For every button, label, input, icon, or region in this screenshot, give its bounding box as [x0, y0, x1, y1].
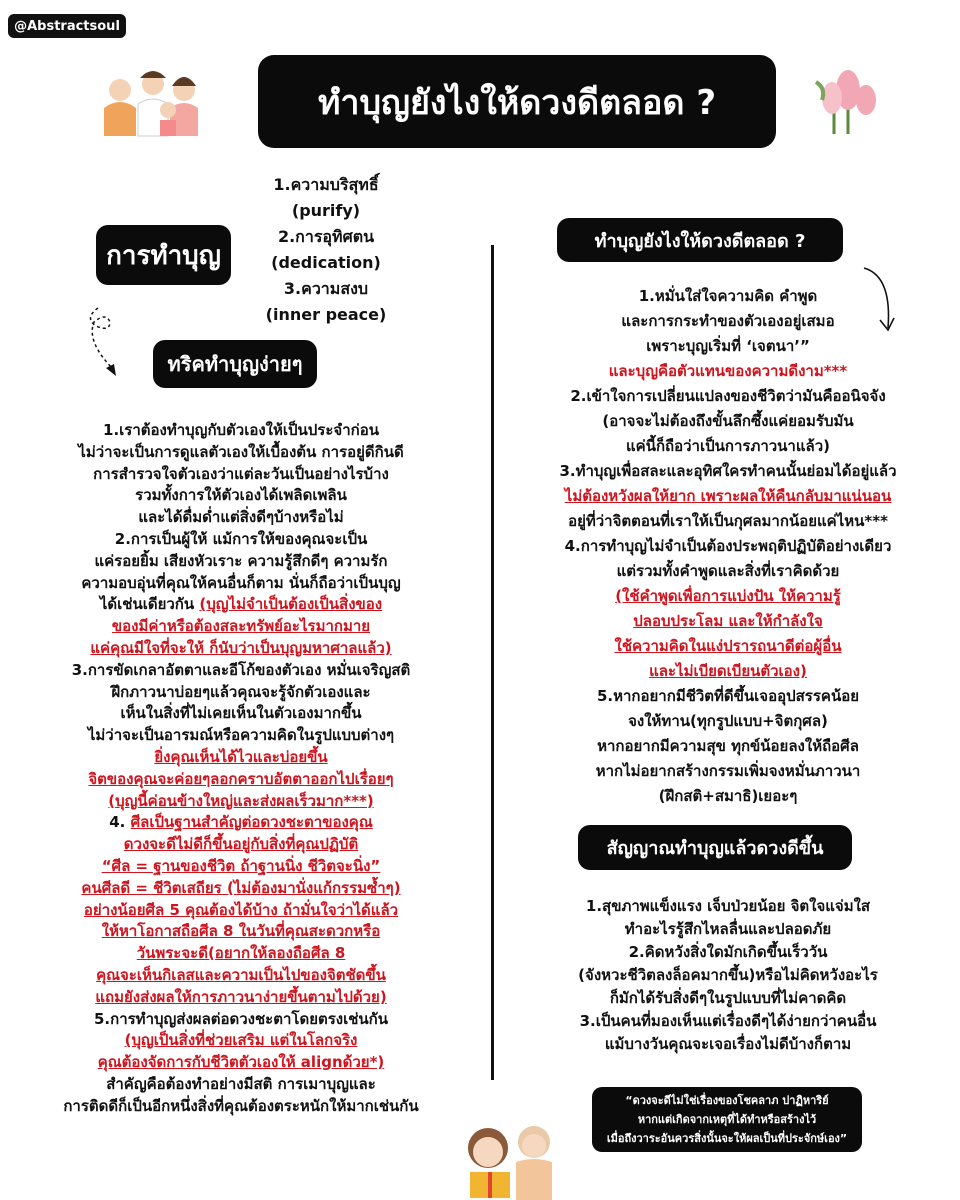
- body-text: 2.คิดหวังสิ่งใดมักเกิดขึ้นเร็ววัน: [628, 943, 828, 961]
- text-line: [496, 634, 960, 659]
- highlighted-text: ดวงจะดีไม่ดีก็ขึ้นอยู่กับสิ่งที่คุณปฏิบัติ: [123, 835, 359, 854]
- text-line: [0, 769, 482, 791]
- body-text: อยู่ที่ว่าจิตตอนที่เราให้เป็นกุศลมากน้อยแค่ไหน***: [568, 512, 888, 530]
- text-line: [496, 509, 960, 534]
- text-line: [0, 1052, 482, 1074]
- body-text: 5.การทำบุญส่งผลต่อดวงชะตาโดยตรงเช่นกัน: [93, 1009, 389, 1028]
- highlighted-text: (บุญนี้ค่อนข้างใหญ่และส่งผลเร็วมาก***): [108, 791, 374, 810]
- text-line: [0, 725, 482, 747]
- family-illustration-icon: [98, 68, 208, 140]
- body-text: (จังหวะชีวิตลงล็อคมากขึ้น)หรือไม่คิดหวังอะไร: [578, 966, 878, 984]
- text-line: [0, 856, 482, 878]
- text-line: [0, 1074, 482, 1096]
- text-line: [0, 529, 482, 551]
- body-text: แค่รอยยิ้ม เสียงหัวเราะ ความรู้สึกดีๆ ความรัก: [94, 551, 388, 570]
- text-line: [496, 309, 960, 334]
- quote-line-3: เมื่อถึงวาระอันควรสิ่งนั้นจะให้ผลเป็นที่ประจักษ์เอง”: [606, 1132, 848, 1145]
- text-line: [0, 682, 482, 704]
- text-line: [0, 1009, 482, 1031]
- quote-line-2: หากแต่เกิดจากเหตุที่ได้ทำหรือสร้างไว้: [637, 1113, 817, 1126]
- text-line: [496, 941, 960, 964]
- body-text: แม้บางวันคุณจะเจอเรื่องไม่ดีบ้างก็ตาม: [604, 1035, 852, 1053]
- body-text: 1.เราต้องทำบุญกับตัวเองให้เป็นประจำก่อน: [103, 421, 379, 439]
- body-text: เพราะบุญเริ่มที่ ‘เจตนา’”: [646, 337, 810, 355]
- body-text: ฝึกภาวนาบ่อยๆแล้วคุณจะรู้จักตัวเองและ: [111, 682, 371, 701]
- body-text: 3.เป็นคนที่มองเห็นแต่เรื่องดีๆได้ง่ายกว่าคนอื่น: [579, 1012, 877, 1030]
- highlighted-text: แค่คุณมีใจที่จะให้ ก็นับว่าเป็นบุญมหาศาลแล้ว): [90, 638, 392, 657]
- page-title: ทำบุญยังไงให้ดวงดีตลอด ?: [258, 55, 776, 148]
- text-line: [0, 1030, 482, 1052]
- highlighted-text: คนศีลดี = ชีวิตเสถียร (ไม่ต้องมานั่งแก้กรรมซ้ำๆ): [81, 878, 401, 897]
- closing-quote: [592, 1087, 862, 1152]
- body-text: รวมทั้งการให้ตัวเองได้เพลิดเพลิน: [135, 486, 347, 505]
- highlighted-text: ของมีค่าหรือต้องสละทรัพย์อะไรมากมาย: [111, 617, 371, 636]
- text-line: [0, 965, 482, 987]
- highlighted-text: ปลอบประโลม และให้กำลังใจ: [633, 612, 823, 630]
- text-line: [0, 921, 482, 943]
- text-line: [0, 485, 482, 507]
- text-line: [0, 464, 482, 486]
- principle-2: 2.การอุทิศตน: [277, 227, 375, 246]
- text-line: [496, 987, 960, 1010]
- text-line: [496, 895, 960, 918]
- highlighted-text: ให้หาโอกาสถือศีล 8 ในวันที่คุณสะดวกหรือ: [101, 922, 381, 941]
- quote-line-1: “ดวงจะดีไม่ใช่เรื่องของโชคลาภ ปาฏิหาริย์: [625, 1094, 829, 1107]
- text-line: [0, 791, 482, 813]
- body-text: 4.การทำบุญไม่จำเป็นต้องประพฤติปฏิบัติอย่างเดียว: [564, 537, 892, 555]
- body-text: การติดดีก็เป็นอีกหนึ่งสิ่งที่คุณต้องตระหนักให้มากเช่นกัน: [63, 1096, 419, 1115]
- body-text: ความอบอุ่นที่คุณให้คนอื่นก็ตาม นั่นก็ถือว่าเป็นบุญ: [81, 573, 401, 592]
- text-line: [0, 573, 482, 595]
- text-line: [496, 918, 960, 941]
- body-text: 3.การขัดเกลาอัตตาและอีโก้ของตัวเอง หมั่นเจริญสติ: [71, 660, 411, 679]
- text-line: [496, 609, 960, 634]
- section-heading-signs: สัญญาณทำบุญแล้วดวงดีขึ้น: [578, 825, 852, 870]
- highlighted-text: จิตของคุณจะค่อยๆลอกคราบอัตตาออกไปเรื่อยๆ: [88, 769, 394, 788]
- text-line: [0, 420, 482, 442]
- body-text: 5.หากอยากมีชีวิตที่ดีขึ้นเจออุปสรรคน้อย: [596, 687, 859, 705]
- text-line: [0, 551, 482, 573]
- text-line: [496, 684, 960, 709]
- lotus-flower-icon: [812, 62, 884, 138]
- body-text: แค่นี้ก็ถือว่าเป็นการภาวนาแล้ว): [626, 437, 830, 455]
- body-text: 3.ทำบุญเพื่อสละและอุทิศใครทำคนนั้นย่อมได้อยู่แล้ว: [559, 462, 897, 480]
- highlighted-text: ไม่ต้องหวังผลให้ยาก เพราะผลให้คืนกลับมาแน่นอน: [564, 487, 892, 505]
- highlighted-text: คุณต้องจัดการกับชีวิตตัวเองให้ alignด้วย*): [97, 1053, 385, 1072]
- text-line: [496, 659, 960, 684]
- text-line: [0, 616, 482, 638]
- text-line: [0, 660, 482, 682]
- highlighted-text: ยิ่งคุณเห็นได้ไวและบ่อยขึ้น: [154, 747, 328, 766]
- highlighted-text: “ศีล = ฐานของชีวิต ถ้าฐานนิ่ง ชีวิตจะนิ่ง”: [101, 856, 381, 875]
- text-line: [0, 703, 482, 725]
- body-text: สำคัญคือต้องทำอย่างมีสติ การเมาบุญและ: [106, 1074, 376, 1093]
- section-heading-easy-tricks: ทริคทำบุญง่ายๆ: [153, 340, 317, 388]
- highlighted-text: วันพระจะดี(อยากให้ลองถือศีล 8: [136, 944, 346, 963]
- dotted-curved-arrow-icon: [82, 300, 122, 380]
- text-line: [0, 943, 482, 965]
- body-text: เห็นในสิ่งที่ไม่เคยเห็นในตัวเองมากขึ้น: [120, 704, 362, 723]
- section-heading-how-to: ทำบุญยังไงให้ดวงดีตลอด ?: [557, 218, 843, 262]
- text-line: [0, 594, 482, 616]
- text-line: [496, 284, 960, 309]
- highlighted-text: ใช้ความคิดในแง่ปรารถนาดีต่อผู้อื่น: [614, 637, 842, 655]
- text-line: [496, 409, 960, 434]
- body-text: 1.หมั่นใส่ใจความคิด คำพูด: [638, 287, 818, 305]
- body-text: 4.: [109, 813, 131, 832]
- text-line: [0, 507, 482, 529]
- text-line: [496, 559, 960, 584]
- principle-1: 1.ความบริสุทธิ์: [273, 175, 379, 194]
- body-text: แต่รวมทั้งคำพูดและสิ่งที่เราคิดด้วย: [616, 562, 840, 580]
- highlighted-text: (บุญเป็นสิ่งที่ช่วยเสริม แต่ในโลกจริง: [124, 1031, 358, 1050]
- text-line: [0, 878, 482, 900]
- text-line: [496, 964, 960, 987]
- body-text: 2.เข้าใจการเปลี่ยนแปลงของชีวิตว่ามันคืออนิจจัง: [570, 387, 886, 405]
- column-divider: [491, 245, 494, 1080]
- body-text: การสำรวจใจตัวเองว่าแต่ละวันเป็นอย่างไรบ้าง: [93, 464, 389, 483]
- text-line: [496, 1010, 960, 1033]
- body-text: ไม่ว่าจะเป็นการดูแลตัวเองให้เบื้องต้น การอยู่ดีกินดี: [78, 442, 404, 461]
- easy-tricks-text: [0, 420, 482, 1118]
- text-line: [496, 584, 960, 609]
- highlighted-text: และไม่เบียดเบียนตัวเอง): [649, 662, 807, 680]
- body-text: ไม่ว่าจะเป็นอารมณ์หรือความคิดในรูปแบบต่างๆ: [87, 726, 395, 745]
- text-line: [496, 384, 960, 409]
- text-line: [496, 434, 960, 459]
- girl-with-gift-illustration-icon: [452, 1118, 562, 1200]
- text-line: [496, 459, 960, 484]
- principle-2-en: (dedication): [271, 253, 381, 272]
- body-text: และได้ดื่มด่ำแต่สิ่งดีๆบ้างหรือไม่: [138, 508, 344, 527]
- body-text: ได้เช่นเดียวกัน: [99, 595, 200, 614]
- text-line: [496, 759, 960, 784]
- signs-text: [496, 895, 960, 1056]
- text-line: [496, 334, 960, 359]
- body-text: 1.สุขภาพแข็งแรง เจ็บป่วยน้อย จิตใจแจ่มใส: [585, 897, 871, 915]
- highlighted-text: แถมยังส่งผลให้การภาวนาง่ายขึ้นตามไปด้วย): [95, 987, 387, 1006]
- body-text: จงให้ทาน(ทุกรูปแบบ+จิตกุศล): [628, 712, 828, 730]
- principle-3-en: (inner peace): [265, 305, 387, 324]
- text-line: [496, 534, 960, 559]
- text-line: [0, 747, 482, 769]
- text-line: [496, 784, 960, 809]
- text-line: [0, 442, 482, 464]
- merit-principles-list: [206, 172, 446, 328]
- text-line: [0, 900, 482, 922]
- text-line: [0, 1096, 482, 1118]
- text-line: [496, 1033, 960, 1056]
- section-heading-merit: การทำบุญ: [96, 225, 231, 285]
- text-line: [0, 812, 482, 834]
- principle-3: 3.ความสงบ: [283, 279, 369, 298]
- author-handle-badge: @Abstractsoul: [8, 14, 126, 38]
- body-text: และการกระทำของตัวเองอยู่เสมอ: [621, 312, 835, 330]
- body-text: ก็มักได้รับสิ่งดีๆในรูปแบบที่ไม่คาดคิด: [609, 989, 847, 1007]
- body-text: หากอยากมีความสุข ทุกข์น้อยลงให้ถือศีล: [597, 737, 859, 755]
- highlighted-text: อย่างน้อยศีล 5 คุณต้องได้บ้าง ถ้ามั่นใจว่าได้แล้ว: [83, 900, 399, 919]
- principle-1-en: (purify): [291, 201, 361, 220]
- highlighted-text: (ใช้คำพูดเพื่อการแบ่งปัน ให้ความรู้: [615, 587, 841, 605]
- text-line: [496, 359, 960, 384]
- body-text: (อาจจะไม่ต้องถึงขั้นลึกซึ้งแค่ยอมรับมัน: [602, 412, 854, 430]
- text-line: [0, 987, 482, 1009]
- highlighted-text: (บุญไม่จำเป็นต้องเป็นสิ่งของ: [199, 595, 383, 614]
- highlighted-text: และบุญคือตัวแทนของความดีงาม***: [608, 362, 848, 380]
- body-text: หากไม่อยากสร้างกรรมเพิ่มจงหมั่นภาวนา: [595, 762, 861, 780]
- highlighted-text: ศีลเป็นฐานสำคัญต่อดวงชะตาของคุณ: [130, 813, 373, 832]
- body-text: ทำอะไรรู้สึกไหลลื่นและปลอดภัย: [624, 920, 832, 938]
- text-line: [496, 709, 960, 734]
- highlighted-text: คุณจะเห็นกิเลสและความเป็นไปของจิตชัดขึ้น: [96, 965, 386, 984]
- text-line: [0, 834, 482, 856]
- body-text: 2.การเป็นผู้ให้ แม้การให้ของคุณจะเป็น: [114, 529, 368, 548]
- text-line: [0, 638, 482, 660]
- text-line: [496, 734, 960, 759]
- body-text: (ฝึกสติ+สมาธิ)เยอะๆ: [658, 787, 798, 805]
- how-to-text: [496, 284, 960, 809]
- text-line: [496, 484, 960, 509]
